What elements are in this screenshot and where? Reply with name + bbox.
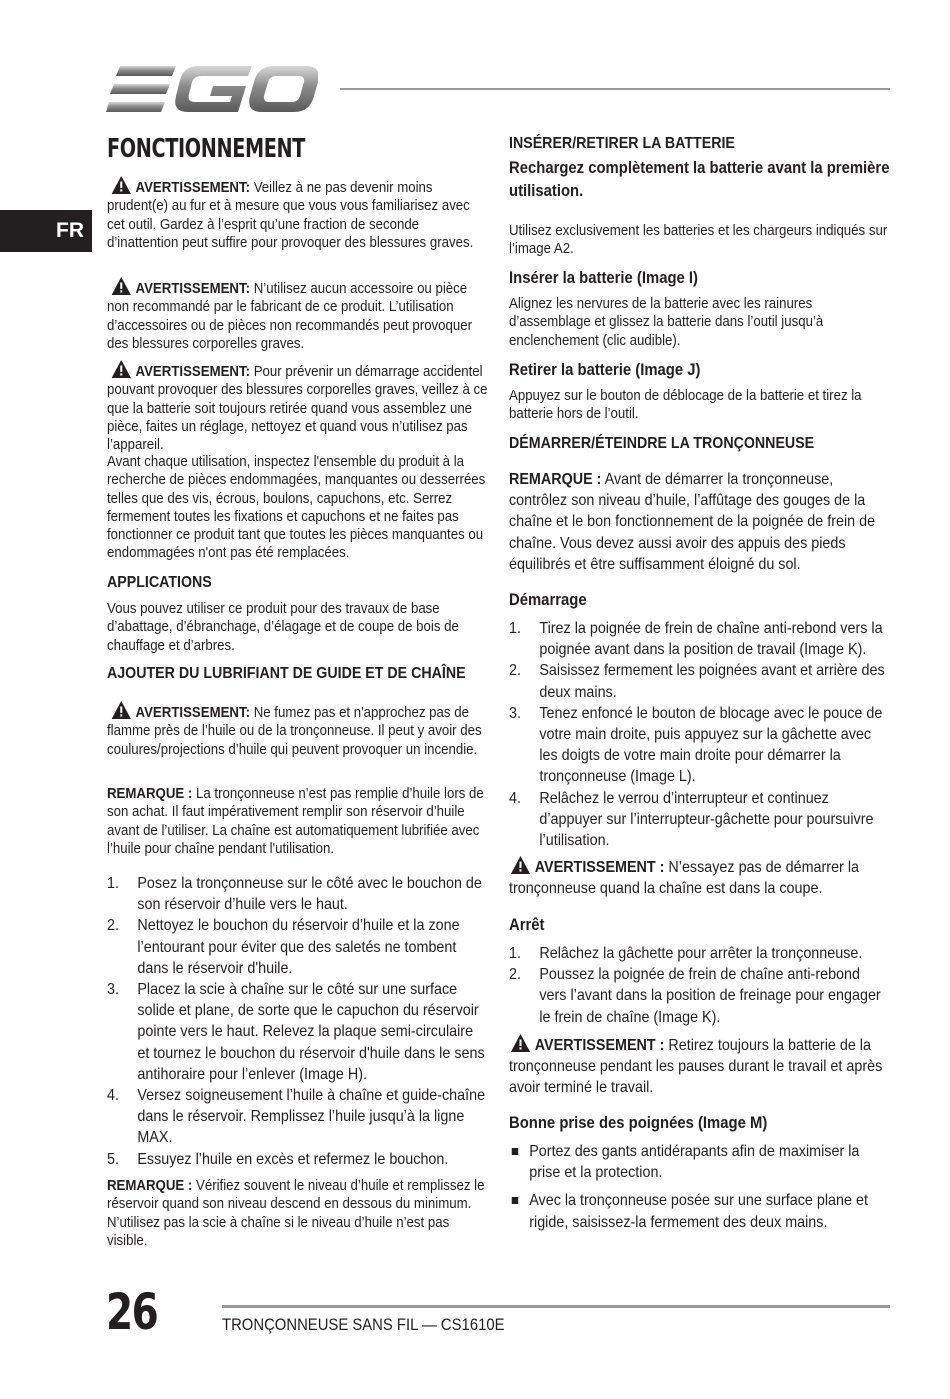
footer-title: TRONÇONNEUSE SANS FIL — CS1610E xyxy=(222,1316,505,1334)
warning-text: Pour prévenir un démarrage accidentel pouvant provoquer des blessures corporelles graves, veillez à ce que la batterie soit toujours retirée quand vous assemblez une pièce, faites un réglage, nettoyez et quand vous n’utilisez pas l’appareil. xyxy=(107,364,488,454)
list-item xyxy=(107,873,489,915)
stop-steps-list xyxy=(509,943,890,1028)
applications-heading: APPLICATIONS xyxy=(107,574,212,591)
section-title: FONCTIONNEMENT xyxy=(107,134,306,164)
step-text: Essuyez l’huile en excès et refermez le bouchon. xyxy=(137,1150,449,1168)
warning-text: N’utilisez aucun accessoire ou pièce non recommandé par le fabricant de ce produit. L’utilisation d’accessoires ou de pièces non recommandés peut provoquer des blessures corporelles graves. xyxy=(107,281,473,352)
step-number: 1. xyxy=(509,945,521,962)
insert-battery-paragraph: Alignez les nervures de la batterie avec les rainures d’assemblage et glissez la batterie dans l’outil jusqu’à enclenchement (clic audible). xyxy=(509,296,824,349)
note-block xyxy=(107,785,489,858)
lubricant-heading: AJOUTER DU LUBRIFIANT DE GUIDE ET DE CHAÎNE xyxy=(107,665,466,682)
step-text: Versez soigneusement l’huile à chaîne et guide-chaîne dans le réservoir. Remplissez l’huile jusqu’à la ligne MAX. xyxy=(137,1087,486,1147)
bullet-square-icon xyxy=(512,1148,518,1155)
warning-label: AVERTISSEMENT: xyxy=(135,281,251,297)
step-number: 3. xyxy=(509,704,521,722)
remove-battery-paragraph: Appuyez sur le bouton de déblocage de la batterie et tirez la batterie hors de l’outil. xyxy=(509,388,862,423)
footer-rule xyxy=(222,1305,890,1308)
warning-text: N’essayez pas de démarrer la tronçonneuse quand la chaîne est dans la coupe. xyxy=(509,859,859,898)
warning-block xyxy=(107,701,489,759)
note-label: REMARQUE : xyxy=(107,1178,193,1194)
list-item xyxy=(509,618,890,660)
bullet-text: Portez des gants antidérapants afin de maximiser la prise et la protection. xyxy=(529,1143,860,1182)
warning-text: Veillez à ne pas devenir moins prudent(e) au fur et à mesure que vous vous familiarisez avec cet outil. Gardez à l’esprit qu’une fraction de seconde d’inattention peut suffire pour provoquer des blessures graves. xyxy=(107,180,474,251)
warning-label: AVERTISSEMENT: xyxy=(135,180,251,196)
list-item xyxy=(509,943,890,964)
inspection-paragraph: Avant chaque utilisation, inspectez l'ensemble du produit à la recherche de pièces endommagées, manquantes ou desserrées telles que des vis, écrous, boulons, capuchons, etc. Serrez fermement toutes les fixations et capuchons et ne faites pas fonctionner ce produit tant que toutes les pièces manquantes ou endommagées n'ont pas été remplacées. xyxy=(107,454,486,562)
step-text: Tirez la poignée de frein de chaîne anti-rebond vers la poignée avant dans la position de travail (Image K). xyxy=(539,620,883,659)
warning-label: AVERTISSEMENT : xyxy=(534,859,665,876)
bullet-text: Avec la tronçonneuse posée sur une surface plane et rigide, saisissez-la fermement des deux mains. xyxy=(529,1192,868,1231)
note-label: REMARQUE : xyxy=(509,471,602,488)
warning-block xyxy=(107,360,489,454)
language-tab: FR xyxy=(0,210,92,252)
list-item xyxy=(107,1149,489,1170)
battery-paragraph: Utilisez exclusivement les batteries et les chargeurs indiqués sur l’image A2. xyxy=(509,223,888,258)
warning-triangle-icon xyxy=(112,277,131,295)
warning-block xyxy=(107,176,489,252)
ego-logo xyxy=(106,66,318,112)
warning-triangle-icon xyxy=(511,856,530,874)
step-number: 2. xyxy=(509,966,521,984)
warning-triangle-icon xyxy=(112,176,131,194)
warning-block xyxy=(509,856,890,899)
step-text: Placez la scie à chaîne sur le côté sur une surface solide et plane, de sorte que le capuchon du réservoir pointe vers le haut. Relevez la plaque semi-circulaire et tournez le bouchon du réservoir d'huile dans le sens antihoraire pour l’enlever (Image H). xyxy=(137,981,485,1083)
step-number: 1. xyxy=(509,620,521,637)
oil-steps-list xyxy=(107,873,489,1170)
header-rule xyxy=(340,88,890,90)
note-text: Avant de démarrer la tronçonneuse, contrôlez son niveau d’huile, l’affûtage des gouges de la chaîne et le bon fonctionnement de la poignée de frein de chaîne. Vous devez aussi avoir des appuis des pieds équilibrés et être suffisamment éloigné du sol. xyxy=(509,471,876,573)
step-number: 5. xyxy=(107,1150,119,1168)
warning-triangle-icon xyxy=(112,701,131,719)
list-item xyxy=(107,1085,489,1149)
step-text: Relâchez le verrou d’interrupteur et continuez d’appuyer sur l’interrupteur-gâchette pour poursuivre l’utilisation. xyxy=(539,789,874,850)
warning-block xyxy=(509,1034,890,1099)
start-stop-heading: DÉMARRER/ÉTEINDRE LA TRONÇONNEUSE xyxy=(509,435,815,452)
note-label: REMARQUE : xyxy=(107,786,193,802)
battery-subheading: Rechargez complètement la batterie avant la première utilisation. xyxy=(509,159,890,200)
step-number: 1. xyxy=(107,875,119,892)
step-text: Saisissez fermement les poignées avant et arrière des deux mains. xyxy=(539,662,885,701)
warning-block xyxy=(107,277,489,353)
page-number: 26 xyxy=(106,1283,158,1341)
applications-paragraph: Vous pouvez utiliser ce produit pour des travaux de base d’abattage, d’ébranchage, d’élagage et de coupe de bois de chauffage et d’arbres. xyxy=(107,601,459,654)
note-text: La tronçonneuse n’est pas remplie d’huile lors de son achat. Il faut impérativement remplir son réservoir d’huile avant de l’utiliser. La chaîne est automatiquement lubrifiée avec l’huile pour chaîne pendant l'utilisation. xyxy=(107,786,484,857)
step-number: 2. xyxy=(509,662,521,680)
step-text: Relâchez la gâchette pour arrêter la tronçonneuse. xyxy=(539,945,863,962)
start-heading: Démarrage xyxy=(509,591,587,609)
bullet-square-icon xyxy=(512,1197,518,1204)
start-steps-list xyxy=(509,618,890,851)
list-item xyxy=(509,964,890,1028)
step-text: Nettoyez le bouchon du réservoir d’huile et la zone l’entourant pour éviter que des saletés ne tombent dans le réservoir d'huile. xyxy=(137,917,460,977)
remove-battery-heading: Retirer la batterie (Image J) xyxy=(509,361,701,379)
note-block xyxy=(107,1177,489,1250)
insert-battery-heading: Insérer la batterie (Image I) xyxy=(509,269,698,287)
list-item xyxy=(509,1141,890,1183)
list-item xyxy=(107,979,489,1085)
note-block xyxy=(509,469,890,575)
step-number: 4. xyxy=(107,1087,119,1105)
list-item xyxy=(107,915,489,979)
note-text: Vérifiez souvent le niveau d’huile et remplissez le réservoir quand son niveau descend en dessous du minimum. N’utilisez pas la scie à chaîne si le niveau d’huile n’est pas visible. xyxy=(107,1178,485,1249)
step-number: 2. xyxy=(107,917,119,935)
list-item xyxy=(509,788,890,852)
grip-heading: Bonne prise des poignées (Image M) xyxy=(509,1114,768,1132)
step-text: Tenez enfoncé le bouton de blocage avec le pouce de votre main droite, puis appuyez sur la gâchette avec les doigts de votre main droite pour démarrer la tronçonneuse (Image L). xyxy=(539,704,883,786)
step-text: Poussez la poignée de frein de chaîne anti-rebond vers l’avant dans la position de freinage pour engager le frein de chaîne (Image K). xyxy=(539,966,881,1026)
list-item xyxy=(509,1190,890,1232)
warning-text: Retirez toujours la batterie de la tronçonneuse pendant les pauses durant le travail et après avoir terminé le travail. xyxy=(509,1037,883,1097)
warning-triangle-icon xyxy=(511,1034,530,1052)
step-text: Posez la tronçonneuse sur le côté avec le bouchon de son réservoir d’huile vers le haut. xyxy=(137,875,482,914)
grip-bullets-list xyxy=(509,1141,890,1233)
list-item xyxy=(509,703,890,788)
warning-text: Ne fumez pas et n'approchez pas de flamme près de l’huile ou de la tronçonneuse. Il peut y avoir des coulures/projections d’huile qui peuvent provoquer un incendie. xyxy=(107,705,482,758)
warning-label: AVERTISSEMENT: xyxy=(135,364,251,380)
warning-label: AVERTISSEMENT: xyxy=(135,705,251,721)
step-number: 3. xyxy=(107,981,119,999)
list-item xyxy=(509,660,890,702)
stop-heading: Arrêt xyxy=(509,916,545,934)
warning-triangle-icon xyxy=(112,360,131,378)
warning-label: AVERTISSEMENT : xyxy=(534,1037,665,1054)
battery-heading: INSÉRER/RETIRER LA BATTERIE xyxy=(509,135,735,152)
step-number: 4. xyxy=(509,789,521,807)
